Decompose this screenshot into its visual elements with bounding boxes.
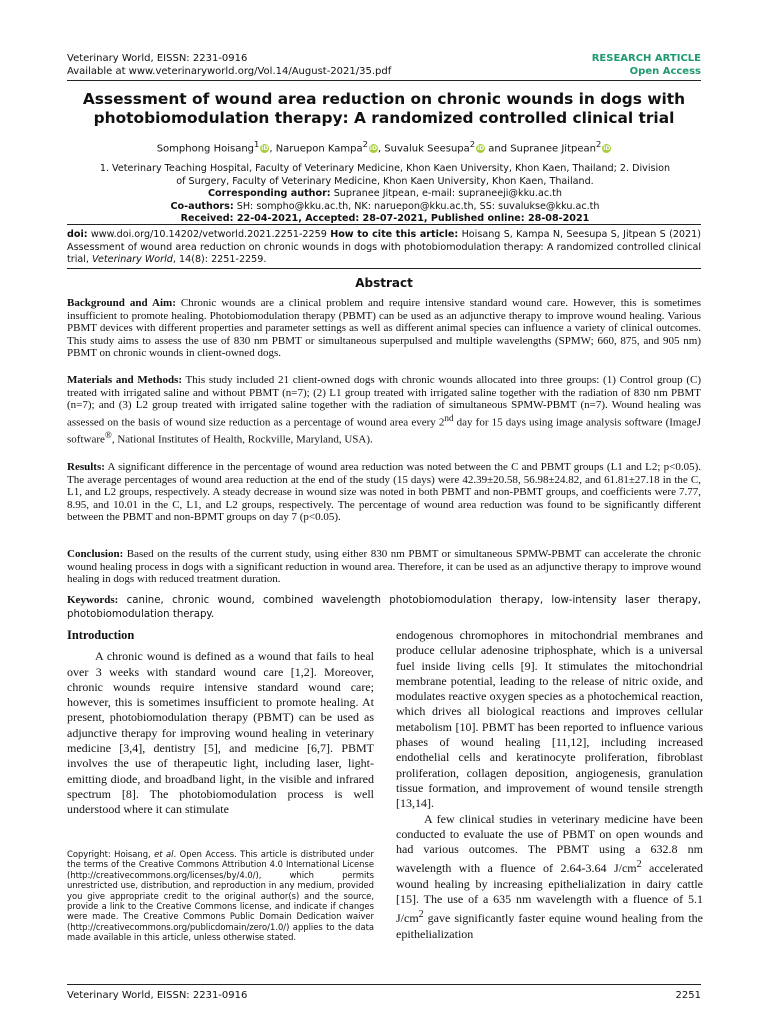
column-right xyxy=(396,628,703,942)
conclusion-text: Based on the results of the current study, using either 830 nm PBMT or simultaneous SPMW-PBMT can accelerate the chronic wound healing process in dogs with a significant reduction in wound area. Therefore, it can be used as an adjunctive therapy to improve wound healing in dogs with reduced treatment duration. xyxy=(67,548,701,585)
abstract-methods xyxy=(67,374,701,446)
intro-text: gave significantly faster equine wound healing from the epithelialization xyxy=(396,911,703,941)
intro-paragraph-continued: endogenous chromophores in mitochondrial membranes and produce cellular adenosine triphosphate, which is a universal fuel inside living cells [9]. It stimulates the mitochondrial membrane potential, leading to the release of nitric oxide, and modulates reactive oxygen species as a photochemical reaction, which drives all biological reactions and improves cellular metabolism [10]. PBMT has been reported to influence various phases of wound healing [11,12], including increased endothelial cells and keratinocyte proliferation, fibroblast proliferation, collagen deposition, angiogenesis, granulation tissue formation, and improvement of wound tensile strength [13,14]. xyxy=(396,628,703,811)
copyright-notice xyxy=(67,849,374,943)
page-footer xyxy=(67,989,701,1002)
author-name: Somphong Hoisang xyxy=(156,143,255,155)
copyright-etal: et al xyxy=(154,849,174,859)
author-affiliation-mark: 2 xyxy=(469,139,476,149)
intro-paragraph-2 xyxy=(396,812,703,942)
title-line-2: photobiomodulation therapy: A randomized controlled clinical trial xyxy=(93,109,675,127)
footer-rule xyxy=(67,984,701,985)
open-access-label: Open Access xyxy=(629,66,701,77)
citation-journal: Veterinary World xyxy=(92,254,173,266)
copyright-text: Copyright: Hoisang, xyxy=(67,849,155,859)
header-rule xyxy=(67,80,701,81)
superscript: 2 xyxy=(636,859,642,871)
citation-rule-top xyxy=(67,224,701,225)
author-separator: , xyxy=(269,143,276,155)
author-affiliation-mark: 2 xyxy=(595,139,602,149)
keywords xyxy=(67,594,701,621)
how-to-cite-label: How to cite this article: xyxy=(330,229,459,240)
article-type: RESEARCH ARTICLE xyxy=(591,53,701,64)
results-text: A significant difference in the percentage of wound area reduction was noted between the C and PBMT groups (L1 and L2; p<0.05). The average percentages of wound area reduction at the end of the study (15 days) were 42.39±20.58, 56.98±24.82, and 61.81±27.18 in the C, L1, and L2 groups, respectively. A steady decrease in wound size was noted in both PBMT and non-PBMT groups, and coefficients were 7.77, 8.95, and 10.01 in the C, L1, and L2 groups, respectively. The percentage of wound area reduction was found to be significantly different between the PBMT and non-BPMT groups on day 7 (p<0.05). xyxy=(67,461,701,523)
background-text: Chronic wounds are a clinical problem and require intensive standard wound care. However, this is sometimes insufficient to promote healing. Photobiomodulation therapy (PBMT) can be used as an adjunctive therapy to improve wound healing. Various PBMT devices with different properties and parameter settings as well as different animal species can influence a variety of clinical outcomes. This study aims to assess the use of 830 nm PBMT or simultaneous superpulsed and multiple wavelengths (SPMW; 660, 875, and 905 nm) PBMT on chronic wounds in client-owned dogs. xyxy=(67,297,702,359)
author-separator: , xyxy=(377,143,385,155)
registered-mark: ® xyxy=(104,429,112,440)
introduction-heading: Introduction xyxy=(67,628,135,642)
affiliation-line: 1. Veterinary Teaching Hospital, Faculty of Veterinary Medicine, Khon Kaen University, Khon Kaen, Thailand; 2. Division xyxy=(99,163,671,174)
journal-info xyxy=(67,52,391,78)
author-name: Supranee Jitpean xyxy=(510,143,596,155)
methods-superscript: nd xyxy=(444,412,454,423)
copyright-license-text: . Open Access. This article is distributed under the terms of the Creative Commons Attribution 4.0 International License (http://creativecommons.org/licenses/by/4.0/), which permits unrestricted use, distribution, and reproduction in any medium, provided you give appropriate credit to the original author(s) and the source, provide a link to the Creative Commons license, and indicate if changes were made. The Creative Commons Public Domain Dedication waiver (http://creativecommons.org/publicdomain/zero/1.0/) applies to the data made available in this article, unless otherwise stated. xyxy=(67,849,374,943)
methods-text: This study included 21 client-owned dogs with chronic wounds allocated into three groups: (1) Control group (C) treated with irrigated saline and without PBMT (n=7); (2) L1 group treated with irrigated saline together with the radiation of 830 nm PBMT (n=7); and (3) L2 group treated with irrigated saline together with the radiation of simultaneous SPMW-PBMT (n=7). Wound healing was assessed on the basis of wound size reduction as a percentage of wound area every 2 xyxy=(67,374,701,429)
orcid-icon[interactable]: iD xyxy=(477,145,485,153)
author-separator: and xyxy=(485,143,511,155)
conclusion-label: Conclusion: xyxy=(67,548,124,560)
received-date: 22-04-2021, xyxy=(233,213,306,225)
author-list xyxy=(67,138,701,155)
methods-label: Materials and Methods: xyxy=(67,374,183,386)
affiliation-line: of Surgery, Faculty of Veterinary Medicine, Khon Kaen University, Khon Kaen, Thailand. xyxy=(176,175,594,187)
author-affiliation-mark: 1 xyxy=(254,139,260,149)
corresponding-label: Corresponding author: xyxy=(207,188,331,200)
orcid-icon[interactable]: iD xyxy=(369,145,377,153)
citation-block xyxy=(67,229,701,267)
column-left xyxy=(67,628,374,818)
methods-text-2: day for 15 days using image analysis software (ImageJ software xyxy=(67,416,701,446)
abstract-results xyxy=(67,461,701,524)
citation-rule-bottom xyxy=(67,268,701,269)
title-line-1: Assessment of wound area reduction on chronic wounds in dogs with xyxy=(82,90,686,108)
published-date: 28-08-2021 xyxy=(524,213,590,225)
keywords-text: canine, chronic wound, combined wavelength photobiomodulation therapy, low-intensity laser therapy, photobiomodulation therapy. xyxy=(67,595,701,620)
orcid-icon[interactable]: iD xyxy=(261,145,269,153)
corresponding-text: Supranee Jitpean, e-mail: supraneeji@kku.ac.th xyxy=(330,188,563,200)
co-authors-text: SH: sompho@kku.ac.th, NK: naruepon@kku.ac.th, SS: suvalukse@kku.ac.th xyxy=(233,200,600,212)
doi-label: doi: xyxy=(67,229,88,240)
accepted-date: 28-07-2021, xyxy=(359,213,431,225)
author-affiliation-mark: 2 xyxy=(362,139,368,149)
abstract-background xyxy=(67,297,701,360)
doi-link[interactable]: www.doi.org/10.14202/vetworld.2021.2251-2259 xyxy=(87,229,331,240)
abstract-heading: Abstract xyxy=(355,276,413,290)
abstract-conclusion xyxy=(67,548,701,586)
accepted-label: Accepted: xyxy=(305,213,360,225)
methods-text-3: , National Institutes of Health, Rockville, Maryland, USA). xyxy=(111,433,373,446)
intro-paragraph-1: A chronic wound is defined as a wound that fails to heal over 3 weeks with standard wound care [1,2]. Moreover, chronic wounds require intensive standard wound care; however, this is sometimes insufficient to promote healing. At present, photobiomodulation therapy (PBMT) can be used as adjunctive therapy for improving wound healing in veterinary medicine [3,4], dentistry [5], and medicine [6,7]. PBMT involves the use of therapeutic light, including laser, light-emitting diode, and broadband light, in the visible and infrared spectrum [8]. The photobiomodulation process is well understood where it can stimulate xyxy=(67,649,374,817)
author-name: Naruepon Kampa xyxy=(275,143,363,155)
citation-tail: , 14(8): 2251-2259. xyxy=(172,254,267,266)
results-label: Results: xyxy=(67,461,105,473)
footer-journal: Veterinary World, EISSN: 2231-0916 xyxy=(67,990,248,1001)
corresponding-author xyxy=(80,188,690,201)
co-authors xyxy=(80,201,690,214)
intro-text: accelerated wound healing by increasing epithelialization in dairy cattle [15]. The use of a 635 nm wavelength with a fluence of 5.1 J/cm xyxy=(396,861,704,926)
how-to-cite-text: Hoisang S, Kampa N, Seesupa S, Jitpean S (2021) Assessment of wound area reduction on chronic wounds in dogs with photobiomodulation therapy: A randomized controlled clinical trial, xyxy=(67,229,701,266)
co-authors-label: Co-authors: xyxy=(170,200,234,212)
author-name: Suvaluk Seesupa xyxy=(384,143,470,155)
superscript: 2 xyxy=(418,909,424,921)
article-title xyxy=(67,90,701,128)
page-number: 2251 xyxy=(675,990,701,1001)
published-label: Published online: xyxy=(430,213,525,225)
affiliations xyxy=(80,163,690,226)
background-label: Background and Aim: xyxy=(67,297,176,309)
journal-line: Veterinary World, EISSN: 2231-0916 xyxy=(67,53,248,64)
article-type-block xyxy=(592,52,701,78)
intro-text: A few clinical studies in veterinary medicine have been conducted to evaluate the use of PBMT on open wounds and had various outcomes. The PBMT using a 632.8 nm wavelength with a fluence of 2.64-3.64 J/cm xyxy=(396,811,703,876)
received-label: Received: xyxy=(180,213,234,225)
orcid-icon[interactable]: iD xyxy=(603,145,611,153)
keywords-label: Keywords: xyxy=(67,594,119,606)
available-line: Available at www.veterinaryworld.org/Vol.14/August-2021/35.pdf xyxy=(67,66,392,77)
